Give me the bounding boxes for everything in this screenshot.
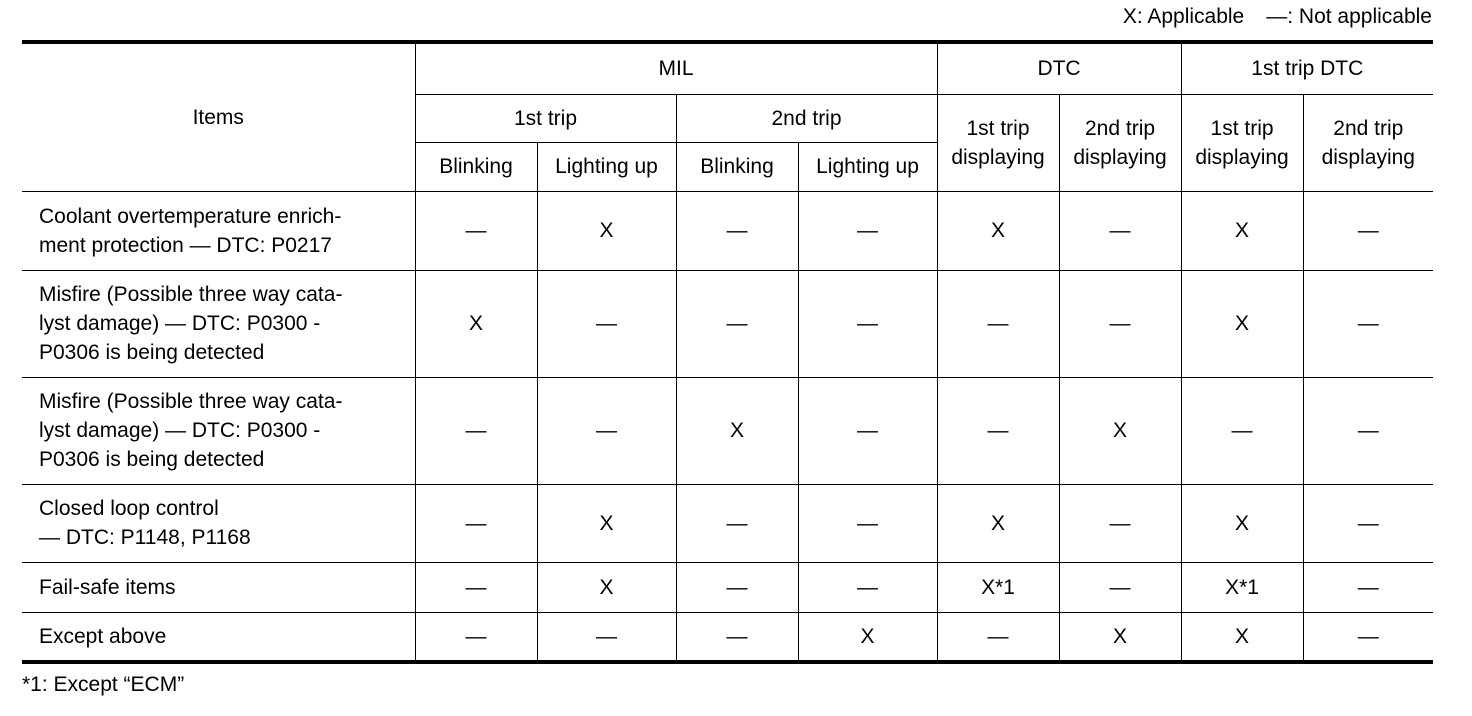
cell-mil-1st-blinking: X xyxy=(415,270,537,377)
cell-mil-2nd-blinking: — xyxy=(676,191,798,270)
cell-mil-2nd-lighting-up: — xyxy=(798,562,937,612)
item-line: — DTC: P1148, P1168 xyxy=(39,526,251,549)
cell-mil-1st-lighting-up: — xyxy=(537,270,676,377)
cell-1st-trip-dtc-1st-trip: X xyxy=(1181,612,1303,662)
cell-dtc-2nd-trip: — xyxy=(1059,562,1181,612)
cell-dtc-2nd-trip: X xyxy=(1059,377,1181,484)
cell-1st-trip-dtc-2nd-trip: — xyxy=(1303,484,1433,562)
header-line: displaying xyxy=(951,145,1045,169)
table-row xyxy=(22,484,1433,562)
legend-applicable: X: Applicable xyxy=(1122,5,1245,28)
cell-dtc-2nd-trip: — xyxy=(1059,270,1181,377)
cell-dtc-1st-trip: — xyxy=(937,612,1059,662)
cell-mil-1st-blinking: — xyxy=(415,612,537,662)
cell-dtc-2nd-trip: X xyxy=(1059,612,1181,662)
header-dtc-1st-trip-displaying xyxy=(937,94,1059,191)
cell-mil-2nd-lighting-up: — xyxy=(798,270,937,377)
header-line: 2nd trip xyxy=(1333,116,1404,140)
header-mil-2nd-trip-blinking: Blinking xyxy=(676,142,798,191)
footnote: *1: Except “ECM” xyxy=(22,673,185,696)
header-mil-2nd-trip: 2nd trip xyxy=(676,94,937,142)
header-line: 1st trip xyxy=(966,116,1030,140)
header-line: 2nd trip xyxy=(1085,116,1156,140)
row-item-label xyxy=(22,191,415,270)
table-row xyxy=(22,612,1433,662)
row-item-label xyxy=(22,484,415,562)
header-mil-1st-trip-blinking: Blinking xyxy=(415,142,537,191)
cell-1st-trip-dtc-2nd-trip: — xyxy=(1303,377,1433,484)
cell-mil-1st-lighting-up: X xyxy=(537,484,676,562)
cell-mil-1st-blinking: — xyxy=(415,377,537,484)
header-mil-1st-trip: 1st trip xyxy=(415,94,676,142)
cell-mil-1st-lighting-up: — xyxy=(537,377,676,484)
cell-1st-trip-dtc-1st-trip: — xyxy=(1181,377,1303,484)
item-line: lyst damage) — DTC: P0300 - xyxy=(39,419,321,442)
item-line: Misfire (Possible three way cata- xyxy=(39,283,343,306)
header-mil-1st-trip-lighting-up: Lighting up xyxy=(537,142,676,191)
header-1st-trip-dtc: 1st trip DTC xyxy=(1181,42,1433,94)
legend-not-applicable: —: Not applicable xyxy=(1266,5,1432,28)
table-row xyxy=(22,191,1433,270)
cell-dtc-1st-trip: X xyxy=(937,484,1059,562)
table-row xyxy=(22,377,1433,484)
item-line: Misfire (Possible three way cata- xyxy=(39,390,343,413)
cell-mil-2nd-lighting-up: — xyxy=(798,191,937,270)
cell-mil-2nd-lighting-up: — xyxy=(798,377,937,484)
cell-1st-trip-dtc-2nd-trip: — xyxy=(1303,562,1433,612)
cell-mil-2nd-lighting-up: — xyxy=(798,484,937,562)
cell-mil-1st-lighting-up: — xyxy=(537,612,676,662)
header-1st-trip-dtc-2nd-trip-displaying xyxy=(1303,94,1433,191)
header-line: displaying xyxy=(1195,145,1289,169)
item-line: P0306 is being detected xyxy=(39,341,265,364)
cell-dtc-1st-trip: — xyxy=(937,270,1059,377)
cell-1st-trip-dtc-1st-trip: X xyxy=(1181,270,1303,377)
cell-mil-1st-blinking: — xyxy=(415,562,537,612)
item-line: ment protection — DTC: P0217 xyxy=(39,233,332,257)
cell-mil-2nd-blinking: — xyxy=(676,562,798,612)
header-items: Items xyxy=(22,42,415,191)
cell-mil-1st-lighting-up: X xyxy=(537,191,676,270)
cell-dtc-2nd-trip: — xyxy=(1059,484,1181,562)
item-line: P0306 is being detected xyxy=(39,448,265,471)
row-item-label: Except above xyxy=(22,612,415,662)
cell-mil-2nd-lighting-up: X xyxy=(798,612,937,662)
legend xyxy=(1123,5,1432,29)
header-mil: MIL xyxy=(415,42,937,94)
item-line: lyst damage) — DTC: P0300 - xyxy=(39,312,321,335)
table-row xyxy=(22,270,1433,377)
header-dtc: DTC xyxy=(937,42,1181,94)
cell-1st-trip-dtc-1st-trip: X*1 xyxy=(1181,562,1303,612)
cell-mil-2nd-blinking: — xyxy=(676,484,798,562)
row-item-label xyxy=(22,377,415,484)
cell-1st-trip-dtc-1st-trip: X xyxy=(1181,484,1303,562)
cell-mil-2nd-blinking: X xyxy=(676,377,798,484)
cell-mil-2nd-blinking: — xyxy=(676,270,798,377)
header-line: displaying xyxy=(1073,145,1167,169)
row-item-label: Fail-safe items xyxy=(22,562,415,612)
cell-mil-2nd-blinking: — xyxy=(676,612,798,662)
cell-dtc-1st-trip: — xyxy=(937,377,1059,484)
item-line: Closed loop control xyxy=(39,497,219,520)
diagnosis-table xyxy=(22,40,1433,664)
header-mil-2nd-trip-lighting-up: Lighting up xyxy=(798,142,937,191)
header-line: 1st trip xyxy=(1210,116,1274,140)
cell-dtc-1st-trip: X xyxy=(937,191,1059,270)
header-1st-trip-dtc-1st-trip-displaying xyxy=(1181,94,1303,191)
table-row xyxy=(22,562,1433,612)
header-dtc-2nd-trip-displaying xyxy=(1059,94,1181,191)
item-line: Coolant overtemperature enrich- xyxy=(39,204,342,228)
header-line: displaying xyxy=(1321,145,1415,169)
cell-mil-1st-lighting-up: X xyxy=(537,562,676,612)
row-item-label xyxy=(22,270,415,377)
cell-mil-1st-blinking: — xyxy=(415,191,537,270)
cell-1st-trip-dtc-1st-trip: X xyxy=(1181,191,1303,270)
cell-dtc-1st-trip: X*1 xyxy=(937,562,1059,612)
cell-mil-1st-blinking: — xyxy=(415,484,537,562)
cell-dtc-2nd-trip: — xyxy=(1059,191,1181,270)
cell-1st-trip-dtc-2nd-trip: — xyxy=(1303,270,1433,377)
cell-1st-trip-dtc-2nd-trip: — xyxy=(1303,612,1433,662)
cell-1st-trip-dtc-2nd-trip: — xyxy=(1303,191,1433,270)
